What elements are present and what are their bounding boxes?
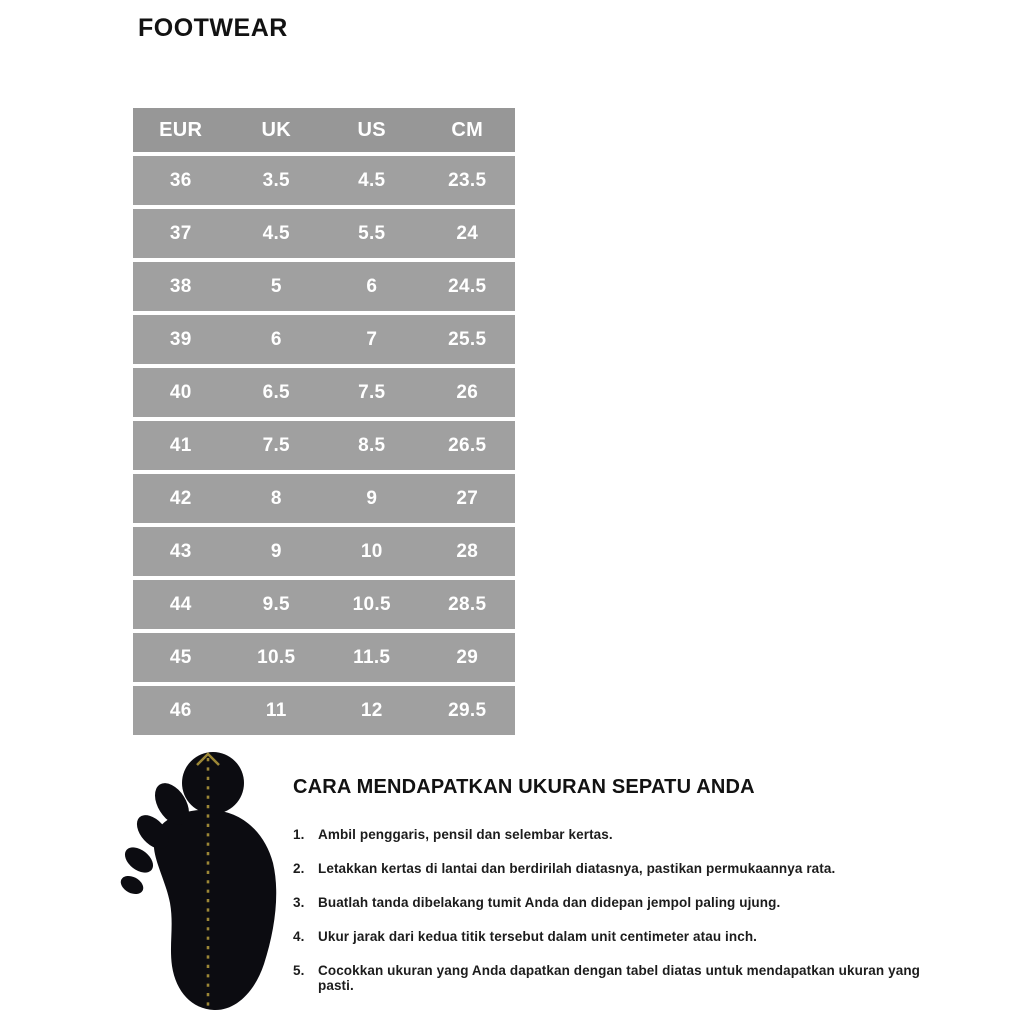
size-row	[133, 633, 515, 682]
size-row	[133, 421, 515, 470]
instruction-item	[293, 895, 953, 910]
size-cell: 8	[270, 487, 282, 509]
instruction-number: 1.	[293, 827, 305, 842]
instructions-section	[293, 776, 953, 1012]
size-row	[133, 209, 515, 258]
size-cell: 4.5	[262, 222, 290, 244]
size-cell: 9.5	[262, 593, 290, 615]
size-cell: 5.5	[358, 222, 386, 244]
instruction-number: 4.	[293, 929, 305, 944]
size-cell: 8.5	[358, 434, 386, 456]
column-header-us: US	[357, 118, 386, 141]
size-row	[133, 368, 515, 417]
size-cell: 10.5	[257, 646, 296, 668]
size-cell: 44	[169, 593, 192, 615]
instruction-number: 3.	[293, 895, 305, 910]
size-row	[133, 474, 515, 523]
instructions-list	[293, 827, 953, 993]
size-cell: 10.5	[352, 593, 391, 615]
instruction-item	[293, 963, 953, 993]
size-cell: 38	[169, 275, 192, 297]
size-cell: 29	[456, 646, 479, 668]
instruction-text: Letakkan kertas di lantai dan berdirilah diatasnya, pastikan permukaannya rata.	[318, 861, 836, 876]
instruction-text: Buatlah tanda dibelakang tumit Anda dan didepan jempol paling ujung.	[318, 895, 781, 910]
size-row	[133, 580, 515, 629]
foot-silhouette-icon	[112, 748, 292, 1014]
size-cell: 24.5	[448, 275, 487, 297]
size-cell: 7.5	[358, 381, 386, 403]
size-cell: 41	[169, 434, 192, 456]
column-header-eur: EUR	[159, 118, 203, 141]
size-row	[133, 686, 515, 735]
size-row	[133, 315, 515, 364]
size-cell: 7.5	[262, 434, 290, 456]
size-cell: 5	[270, 275, 282, 297]
size-cell: 28	[456, 540, 479, 562]
size-cell: 26.5	[448, 434, 487, 456]
size-table	[133, 108, 515, 739]
instruction-text: Ambil penggaris, pensil dan selembar kertas.	[318, 827, 613, 842]
size-cell: 6	[366, 275, 378, 297]
size-cell: 29.5	[448, 699, 487, 721]
size-cell: 27	[456, 487, 479, 509]
size-cell: 7	[366, 328, 378, 350]
size-cell: 3.5	[262, 169, 290, 191]
size-cell: 9	[366, 487, 378, 509]
size-cell: 43	[169, 540, 192, 562]
instruction-text: Ukur jarak dari kedua titik tersebut dalam unit centimeter atau inch.	[318, 929, 758, 944]
size-cell: 11	[265, 699, 287, 721]
instruction-item	[293, 929, 953, 944]
size-cell: 6	[270, 328, 282, 350]
size-cell: 4.5	[358, 169, 386, 191]
size-row	[133, 527, 515, 576]
instruction-number: 2.	[293, 861, 305, 876]
column-header-uk: UK	[261, 118, 291, 141]
size-table-header-row	[133, 108, 515, 152]
size-row	[133, 262, 515, 311]
instruction-text: Cocokkan ukuran yang Anda dapatkan dengan tabel diatas untuk mendapatkan ukuran yang pasti.	[318, 963, 921, 993]
instruction-item	[293, 861, 953, 876]
size-cell: 42	[169, 487, 192, 509]
instruction-item	[293, 827, 953, 842]
size-cell: 28.5	[448, 593, 487, 615]
instruction-number: 5.	[293, 963, 305, 978]
size-cell: 46	[169, 699, 192, 721]
size-cell: 11.5	[353, 646, 391, 668]
instructions-heading: CARA MENDAPATKAN UKURAN SEPATU ANDA	[293, 776, 755, 798]
size-cell: 9	[270, 540, 282, 562]
size-cell: 24	[456, 222, 479, 244]
page-title: FOOTWEAR	[138, 14, 288, 42]
column-header-cm: CM	[451, 118, 484, 141]
size-row	[133, 156, 515, 205]
size-cell: 10	[360, 540, 383, 562]
size-cell: 36	[169, 169, 192, 191]
size-cell: 26	[456, 381, 479, 403]
size-cell: 45	[169, 646, 192, 668]
size-cell: 6.5	[262, 381, 290, 403]
size-cell: 12	[360, 699, 383, 721]
size-cell: 23.5	[448, 169, 487, 191]
size-cell: 37	[169, 222, 192, 244]
foot-measurement-illustration	[112, 748, 292, 1014]
size-cell: 40	[169, 381, 192, 403]
size-cell: 39	[169, 328, 192, 350]
size-table-body	[133, 156, 515, 735]
size-cell: 25.5	[448, 328, 487, 350]
